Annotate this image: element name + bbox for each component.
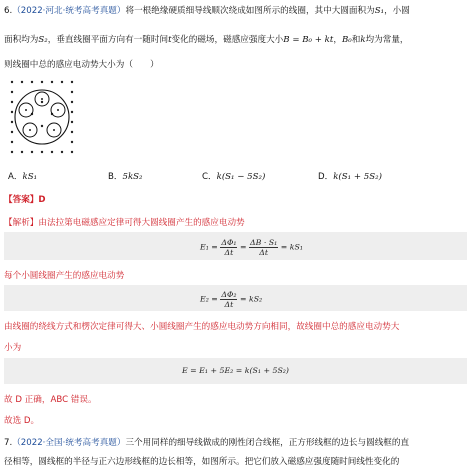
analysis-line2: 每个小圆线圈产生的感应电动势 xyxy=(4,271,125,281)
q7-line2: 径相等，圆线框的半径与正六边形线框的边长相等，如图所示。把它们放入磁感应强度随时间线性变化的 xyxy=(4,457,400,467)
formula-e1-eq: = xyxy=(239,242,247,252)
formula-e1-lhs: E₁ = xyxy=(200,242,218,252)
answer xyxy=(4,193,46,205)
formula-box-1 xyxy=(4,232,467,260)
analysis-line6: 故选 D。 xyxy=(4,416,40,426)
frac-den: Δt xyxy=(224,300,234,309)
q6-stem-text: 均为常量， xyxy=(365,35,409,45)
formula-e2-lhs: E₂ = xyxy=(200,294,218,304)
frac-num: ΔB · S₁ xyxy=(250,238,278,247)
q6-stem-text: 变化的磁场，磁感应强度大小 xyxy=(171,35,284,45)
formula-e1-frac2 xyxy=(249,238,278,257)
option-a-value: kS₁ xyxy=(22,172,38,182)
formula-e2-frac xyxy=(220,290,237,309)
q6-s2: S₂ xyxy=(38,35,48,45)
q6-stem-text: ，垂直线圈平面方向有一随时间 xyxy=(47,35,169,45)
option-c-value: k(S₁ − 5S₂) xyxy=(216,172,266,182)
option-a-label: A． xyxy=(8,172,23,182)
option-d-label: D． xyxy=(318,172,334,182)
option-b[interactable] xyxy=(108,170,143,182)
option-c[interactable] xyxy=(202,170,265,182)
q6-line2 xyxy=(4,33,409,45)
frac-num: ΔΦ₂ xyxy=(221,290,237,299)
answer-label: 【答案】 xyxy=(4,195,39,205)
q6-stem-text: 将一根绝缘硬质细导线顺次绕成如图所示的线圈，其中大圆面积为 xyxy=(125,6,375,16)
frac-den: Δt xyxy=(224,248,234,257)
option-a[interactable] xyxy=(8,170,37,182)
q6-k: k xyxy=(360,35,366,45)
analysis-line1 xyxy=(4,216,245,228)
formula-total: E = E₁ + 5E₂ = k(S₁ + 5S₂) xyxy=(182,366,289,375)
option-d[interactable] xyxy=(318,170,382,182)
q6-stem-text: 面积均为 xyxy=(4,35,39,45)
analysis-label: 【解析】 xyxy=(4,218,39,228)
answer-value: D xyxy=(38,195,46,205)
q6-number: 6. xyxy=(4,6,13,16)
q6-stem-text: ， xyxy=(333,35,342,45)
formula-box-3 xyxy=(4,358,467,384)
option-d-value: k(S₁ + 5S₂) xyxy=(333,172,382,182)
q7-source: （2022·全国·统考高考真题） xyxy=(12,438,126,448)
coil-figure xyxy=(8,78,78,156)
q7-line1 xyxy=(4,436,409,448)
analysis-text: 由法拉第电磁感应定律可得大圆线圈产生的感应电动势 xyxy=(38,218,245,228)
q6-b0: B₀ xyxy=(341,35,352,45)
option-c-label: C． xyxy=(202,172,217,182)
formula-e1-frac1 xyxy=(220,238,237,257)
formula-e2-rhs: = kS₂ xyxy=(239,294,263,304)
q7-stem-text: 三个用同样的细导线做成的刚性闭合线框，正方形线框的边长与圆线框的直 xyxy=(125,438,410,448)
formula-e1 xyxy=(200,238,303,257)
q6-s1: S₁ xyxy=(374,6,385,16)
option-b-label: B． xyxy=(108,172,123,182)
formula-box-2 xyxy=(4,285,467,311)
frac-num: ΔΦ₁ xyxy=(221,238,237,247)
q6-t: t xyxy=(168,35,172,45)
q6-line3: 则线圈中总的感应电动势大小为（ ） xyxy=(4,60,159,70)
analysis-line3: 由线圈的绕线方式和楞次定律可得大、小圆线圈产生的感应电动势方向相同，故线圈中总的感应电动势大 xyxy=(4,322,400,332)
formula-e1-rhs: = kS₁ xyxy=(280,242,303,252)
q6-b-formula: B = B₀ + kt xyxy=(283,35,334,45)
q6-stem-text: ，小圆 xyxy=(384,6,410,16)
q6-source: （2022·河北·统考高考真题） xyxy=(12,6,126,16)
analysis-line4: 小为 xyxy=(4,343,22,353)
frac-den: Δt xyxy=(259,248,269,257)
q6-stem-text: 和 xyxy=(351,35,361,45)
formula-e2 xyxy=(200,290,262,309)
analysis-line5: 故 D 正确，ABC 错误。 xyxy=(4,395,97,405)
option-b-value: 5kS₂ xyxy=(122,172,143,182)
q7-number: 7. xyxy=(4,438,13,448)
q6-line1 xyxy=(4,4,410,16)
